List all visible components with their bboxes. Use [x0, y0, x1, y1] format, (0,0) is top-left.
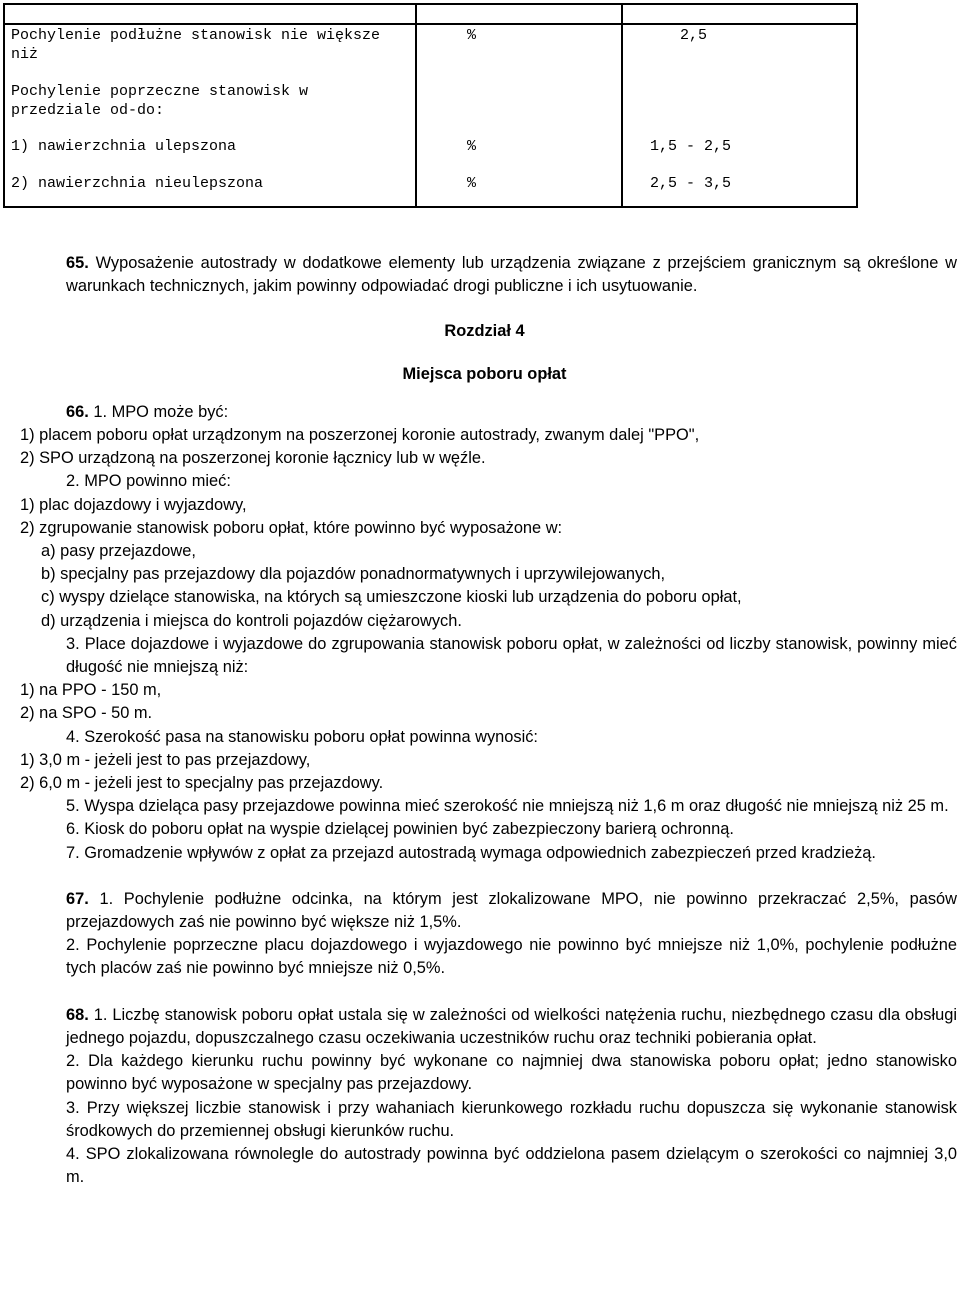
section-text: Wyposażenie autostrady w dodatkowe elementy lub urządzenia związane z przejściem granicznym są określone w warunkach technicznych, jakim powinny odpowiadać drogi publiczne i ich usytuowanie.	[66, 254, 957, 296]
table-unit: %	[467, 175, 477, 192]
section-number: 66.	[66, 402, 89, 421]
sub-list-item: c) wyspy dzielące stanowiska, na których są umieszczone kioski lub urządzenia do poboru opłat,	[41, 588, 742, 607]
paragraph: 6. Kiosk do poboru opłat na wyspie dzielącej powinien być zabezpieczony barierą ochronną.	[66, 820, 734, 839]
list-item: 1) placem poboru opłat urządzonym na poszerzonej koronie autostrady, zwanym dalej "PPO",	[20, 426, 700, 445]
list-item: 2) zgrupowanie stanowisk poboru opłat, które powinno być wyposażone w:	[20, 518, 563, 537]
document-body	[12, 252, 957, 1189]
table-divider	[415, 5, 417, 206]
sub-list-item: a) pasy przejazdowe,	[41, 542, 196, 561]
list-item: 2) na SPO - 50 m.	[20, 704, 153, 723]
table-value: 1,5 - 2,5	[650, 138, 732, 155]
table-unit: %	[467, 138, 477, 155]
table-divider	[621, 5, 623, 206]
table-row-label: 1) nawierzchnia ulepszona	[11, 138, 237, 155]
sub-list-item: d) urządzenia i miejsca do kontroli pojazdów ciężarowych.	[41, 611, 462, 630]
section-65	[12, 252, 957, 298]
sub-list-item: b) specjalny pas przejazdowy dla pojazdów ponadnormatywnych i uprzywilejowanych,	[41, 565, 666, 584]
section-67	[12, 888, 957, 934]
table-unit: %	[467, 27, 477, 44]
paragraph: 1. Liczbę stanowisk poboru opłat ustala się w zależności od wielkości natężenia ruchu, niezbędnego czasu dla obsługi jednego pojazdu, dopuszczalnego czasu oczekiwania uczestników ruchu oraz techniki pobierania opłat.	[66, 1005, 957, 1047]
paragraph: 1. Pochylenie podłużne odcinka, na którym jest zlokalizowane MPO, nie powinno przekraczać 2,5%, pasów przejazdowych zaś nie powinno być większe niż 1,5%.	[66, 889, 957, 932]
paragraph: 7. Gromadzenie wpływów z opłat za przejazd autostradą wymaga odpowiednich zabezpieczeń przed kradzieżą.	[66, 843, 876, 862]
table-row-label: 2) nawierzchnia nieulepszona	[11, 175, 264, 192]
section-number: 67.	[66, 889, 89, 908]
list-item: 2) SPO urządzoną na poszerzonej koronie łącznicy lub w węźle.	[20, 449, 486, 468]
list-item: 1) na PPO - 150 m,	[20, 681, 162, 700]
list-item: 1) plac dojazdowy i wyjazdowy,	[20, 495, 247, 514]
parameters-table	[3, 3, 858, 208]
table-divider	[5, 23, 856, 25]
table-row-label: przedziale od-do:	[11, 102, 165, 119]
chapter-subtitle: Miejsca poboru opłat	[402, 364, 567, 383]
table-value: 2,5 - 3,5	[650, 175, 732, 192]
section-number: 68.	[66, 1005, 89, 1024]
table-row-label: niż	[11, 46, 39, 63]
table-value: 2,5	[680, 27, 708, 44]
paragraph: 3. Przy większej liczbie stanowisk i przy wahaniach kierunkowego rozkładu ruchu dopuszcza się wykonanie stanowisk środkowych do przemiennej obsługi kierunków ruchu.	[66, 1098, 957, 1140]
paragraph: 2. Dla każdego kierunku ruchu powinny być wykonane co najmniej dwa stanowiska poboru opłat; jedno stanowisko powinno być wyposażone w specjalny pas przejazdowy.	[66, 1052, 957, 1094]
section-68	[12, 1004, 957, 1050]
paragraph: 4. Szerokość pasa na stanowisku poboru opłat powinna wynosić:	[66, 727, 538, 746]
table-row-label: Pochylenie poprzeczne stanowisk w	[11, 83, 309, 100]
paragraph: 5. Wyspa dzieląca pasy przejazdowe powinna mieć szerokość nie mniejszą niż 1,6 m oraz długość nie mniejszą niż 25 m.	[66, 797, 949, 816]
paragraph: 4. SPO zlokalizowana równolegle do autostrady powinna być oddzielona pasem dzielącym o szerokości co najmniej 3,0 m.	[66, 1144, 957, 1187]
section-66	[12, 401, 957, 424]
paragraph: 1. MPO może być:	[88, 402, 229, 421]
paragraph: 2. Pochylenie poprzeczne placu dojazdowego i wyjazdowego nie powinno być mniejsze niż 1,0%, pochylenie podłużne tych placów zaś nie powinno być mniejsze niż 0,5%.	[66, 936, 957, 978]
chapter-title: Rozdział 4	[444, 322, 525, 341]
paragraph: 3. Place dojazdowe i wyjazdowe do zgrupowania stanowisk poboru opłat, w zależności od liczby stanowisk, powinny mieć długość nie mniejszą niż:	[66, 634, 957, 677]
list-item: 1) 3,0 m - jeżeli jest to pas przejazdowy,	[20, 750, 311, 769]
table-row-label: Pochylenie podłużne stanowisk nie większe	[11, 27, 381, 44]
section-number: 65.	[66, 254, 89, 272]
paragraph: 2. MPO powinno mieć:	[66, 472, 231, 491]
list-item: 2) 6,0 m - jeżeli jest to specjalny pas przejazdowy.	[20, 774, 384, 793]
